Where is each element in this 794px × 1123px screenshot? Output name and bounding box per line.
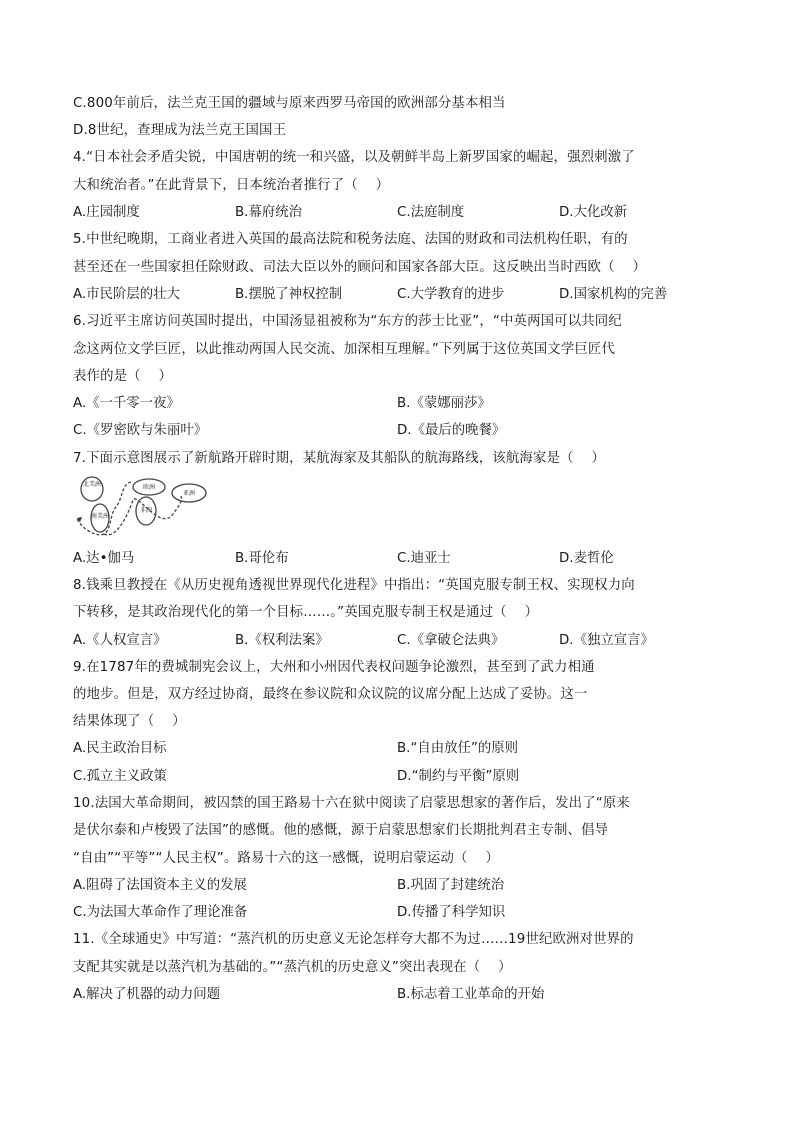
q10-option-a: A.阻碍了法国资本主义的发展 [73, 878, 247, 893]
q8-option-a: A.《人权宣言》 [73, 633, 167, 648]
q6-option-c: C.《罗密欧与朱丽叶》 [73, 423, 208, 438]
q6-stem-line3: 表作的是（ ） [73, 369, 173, 384]
q6-option-b: B.《蒙娜丽莎》 [397, 396, 491, 411]
q5-option-c: C.大学教育的进步 [397, 287, 505, 302]
q6-stem-line2: 念这两位文学巨匠，以此推动两国人民交流、加深相互理解。”下列属于这位英国文学巨匠代 [73, 342, 616, 357]
map-label-south-america: 南美洲 [90, 513, 110, 520]
q6-option-a: A.《一千零一夜》 [73, 396, 180, 411]
map-label-asia: 亚洲 [182, 490, 196, 497]
q9-option-a: A.民主政治目标 [73, 741, 167, 756]
q4-option-a: A.庄园制度 [73, 205, 140, 220]
q9-stem-line3: 结果体现了（ ） [73, 714, 186, 729]
q10-stem-line2: 是伏尔泰和卢梭毁了法国”的感慨。他的感慨，源于启蒙思想家们长期批判君主专制、倡导 [73, 823, 609, 838]
q7-option-d: D.麦哲伦 [559, 551, 614, 566]
q4-stem-line2: 大和统治者。”在此背景下，日本统治者推行了（ ） [73, 178, 390, 193]
q7-stem-line1: 7.下面示意图展示了新航路开辟时期，某航海家及其船队的航海路线，该航海家是（ ） [73, 451, 606, 466]
q10-stem-line1: 10.法国大革命期间，被囚禁的国王路易十六在狱中阅读了启蒙思想家的著作后，发出了“原来 [73, 796, 630, 811]
q4-option-b: B.幕府统治 [235, 205, 303, 220]
q5-option-b: B.摆脱了神权控制 [235, 287, 343, 302]
q4-option-c: C.法庭制度 [397, 205, 465, 220]
q11-stem-line1: 11.《全球通史》中写道：“蒸汽机的历史意义无论怎样夸大都不为过……19世纪欧洲对世界的 [73, 932, 634, 947]
q6-option-d: D.《最后的晚餐》 [397, 423, 506, 438]
q4-option-d: D.大化改新 [559, 205, 628, 220]
q11-option-a: A.解决了机器的动力问题 [73, 987, 221, 1002]
q7-option-a: A.达•伽马 [73, 551, 135, 566]
q8-stem-line2: 下转移，是其政治现代化的第一个目标……。”英国克服专制王权是通过（ ） [73, 605, 539, 620]
q10-option-c: C.为法国大革命作了理论准备 [73, 905, 248, 920]
q8-option-c: C.《拿破仑法典》 [397, 633, 505, 648]
q7-option-b: B.哥伦布 [235, 551, 289, 566]
q11-option-b: B.标志着工业革命的开始 [397, 987, 545, 1002]
q4-stem-line1: 4.“日本社会矛盾尖锐，中国唐朝的统一和兴盛，以及朝鲜半岛上新罗国家的崛起，强烈刺激了 [73, 150, 635, 165]
map-label-north-america: 北美洲 [82, 481, 102, 488]
q8-stem-line1: 8.钱乘旦教授在《从历史视角透视世界现代化进程》中指出：“英国克服专制王权、实现权力向 [73, 578, 635, 593]
map-label-europe: 欧洲 [142, 484, 156, 491]
q5-stem-line1: 5.中世纪晚期，工商业者进入英国的最高法院和税务法庭、法国的财政和司法机构任职，有的 [73, 232, 628, 247]
q9-option-d: D.“制约与平衡”原则 [397, 769, 520, 784]
map-label-africa: 非洲 [139, 507, 153, 514]
voyage-route-line [77, 482, 131, 535]
q10-option-b: B.巩固了封建统治 [397, 878, 505, 893]
prev-option-c: C.800年前后，法兰克王国的疆域与原来西罗马帝国的欧洲部分基本相当 [73, 96, 506, 111]
q5-option-d: D.国家机构的完善 [559, 287, 668, 302]
q8-option-b: B.《权利法案》 [235, 633, 329, 648]
q11-stem-line2: 支配其实就是以蒸汽机为基础的。”“蒸汽机的历史意义”突出表现在（ ） [73, 960, 512, 975]
q9-option-c: C.孤立主义政策 [73, 769, 167, 784]
q5-stem-line2: 甚至还在一些国家担任除财政、司法大臣以外的顾问和国家各部大臣。这反映出当时西欧（ ） [73, 260, 647, 275]
q9-stem-line1: 9.在1787年的费城制宪会议上，大州和小州因代表权问题争论激烈，甚至到了武力相通 [73, 660, 595, 675]
q6-stem-line1: 6.习近平主席访问英国时提出，中国汤显祖被称为“东方的莎士比亚”，“中英两国可以共同纪 [73, 314, 622, 329]
q10-stem-line3: “自由”“平等”“人民主权”。路易十六的这一感慨，说明启蒙运动（ ） [73, 851, 500, 866]
q8-option-d: D.《独立宣言》 [559, 633, 654, 648]
voyage-route-map [73, 474, 213, 540]
q10-option-d: D.传播了科学知识 [397, 905, 506, 920]
q9-stem-line2: 的地步。但是，双方经过协商，最终在参议院和众议院的议席分配上达成了妥协。这一 [73, 687, 588, 702]
q9-option-b: B.“自由放任”的原则 [397, 741, 519, 756]
q7-option-c: C.迪亚士 [397, 551, 451, 566]
q5-option-a: A.市民阶层的壮大 [73, 287, 180, 302]
voyage-route-line-2 [104, 496, 182, 535]
prev-option-d: D.8世纪，查理成为法兰克王国国王 [73, 123, 287, 138]
